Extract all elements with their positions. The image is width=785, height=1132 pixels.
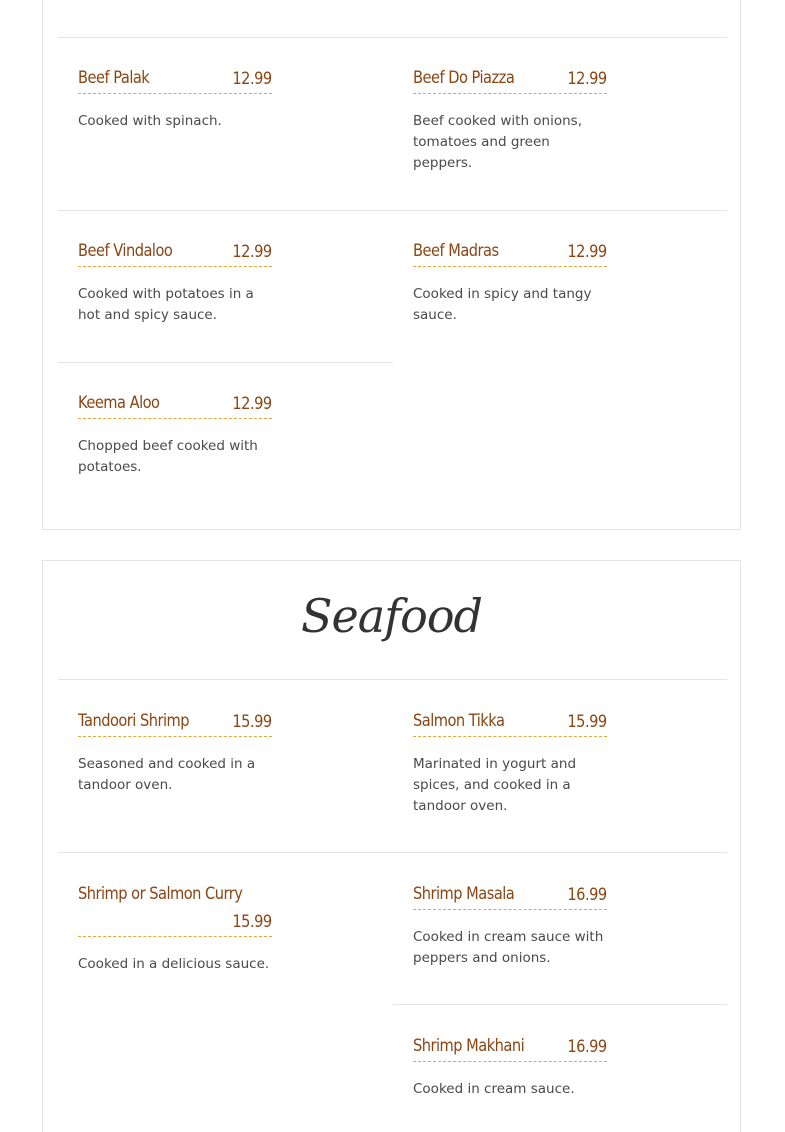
menu-item-name: Keema Aloo xyxy=(78,393,160,413)
section-title: Seafood xyxy=(300,589,483,643)
menu-item-description: Beef cooked with onions, tomatoes and green peppers. xyxy=(413,113,583,171)
menu-item-price: 12.99 xyxy=(567,242,607,262)
menu-item-name: Beef Madras xyxy=(413,241,499,261)
menu-item-description: Cooked in spicy and tangy sauce. xyxy=(413,286,592,323)
menu-item-name: Tandoori Shrimp xyxy=(78,711,190,731)
menu-item-header xyxy=(78,66,272,94)
menu-item-name: Salmon Tikka xyxy=(413,711,505,731)
divider xyxy=(58,210,727,211)
menu-item-price: 15.99 xyxy=(232,912,272,932)
menu-item-salmon-tikka xyxy=(413,709,607,817)
divider xyxy=(58,37,727,38)
menu-item-name: Beef Vindaloo xyxy=(78,241,173,261)
menu-item-header xyxy=(78,239,272,267)
menu-item-shrimp-makhani xyxy=(413,1034,607,1100)
menu-item-price: 12.99 xyxy=(232,394,272,414)
menu-item-keema-aloo xyxy=(78,391,272,478)
menu-item-price: 16.99 xyxy=(567,1037,607,1057)
menu-item-name: Shrimp Makhani xyxy=(413,1036,525,1056)
menu-item-description: Cooked with potatoes in a hot and spicy sauce. xyxy=(78,286,254,323)
menu-item-shrimp-masala xyxy=(413,882,607,969)
menu-item-tandoori-shrimp xyxy=(78,709,272,796)
menu-item-name: Beef Palak xyxy=(78,68,150,88)
menu-item-header xyxy=(413,66,607,94)
divider xyxy=(58,852,727,853)
menu-item-name: Shrimp or Salmon Curry xyxy=(78,884,243,904)
menu-item-beef-do-piazza xyxy=(413,66,607,174)
menu-item-description: Chopped beef cooked with potatoes. xyxy=(78,438,258,475)
menu-item-header xyxy=(413,1034,607,1062)
menu-item-price: 15.99 xyxy=(232,712,272,732)
menu-item-description: Marinated in yogurt and spices, and cooked in a tandoor oven. xyxy=(413,756,577,814)
menu-item-description: Seasoned and cooked in a tandoor oven. xyxy=(78,756,256,793)
divider xyxy=(58,362,393,363)
menu-item-price: 12.99 xyxy=(232,242,272,262)
divider xyxy=(393,1004,727,1005)
divider xyxy=(58,679,727,680)
menu-item-header xyxy=(78,882,272,937)
menu-item-name: Beef Do Piazza xyxy=(413,68,515,88)
menu-item-price: 15.99 xyxy=(567,712,607,732)
menu-item-beef-palak xyxy=(78,66,272,132)
menu-item-beef-vindaloo xyxy=(78,239,272,326)
menu-item-description: Cooked with spinach. xyxy=(78,113,222,129)
menu-item-price: 12.99 xyxy=(567,69,607,89)
menu-item-header xyxy=(413,882,607,910)
menu-item-header xyxy=(78,709,272,737)
menu-item-header xyxy=(413,709,607,737)
menu-item-description: Cooked in cream sauce with peppers and onions. xyxy=(413,929,604,966)
menu-item-header xyxy=(413,239,607,267)
menu-item-price: 12.99 xyxy=(232,69,272,89)
beef-menu-panel xyxy=(42,0,741,530)
menu-item-name: Shrimp Masala xyxy=(413,884,515,904)
menu-item-header xyxy=(78,391,272,419)
menu-item-price: 16.99 xyxy=(567,885,607,905)
menu-item-shrimp-or-salmon-curry xyxy=(78,882,272,975)
menu-item-beef-madras xyxy=(413,239,607,326)
seafood-menu-panel xyxy=(42,560,741,1132)
menu-item-description: Cooked in a delicious sauce. xyxy=(78,956,270,972)
menu-item-description: Cooked in cream sauce. xyxy=(413,1081,575,1097)
